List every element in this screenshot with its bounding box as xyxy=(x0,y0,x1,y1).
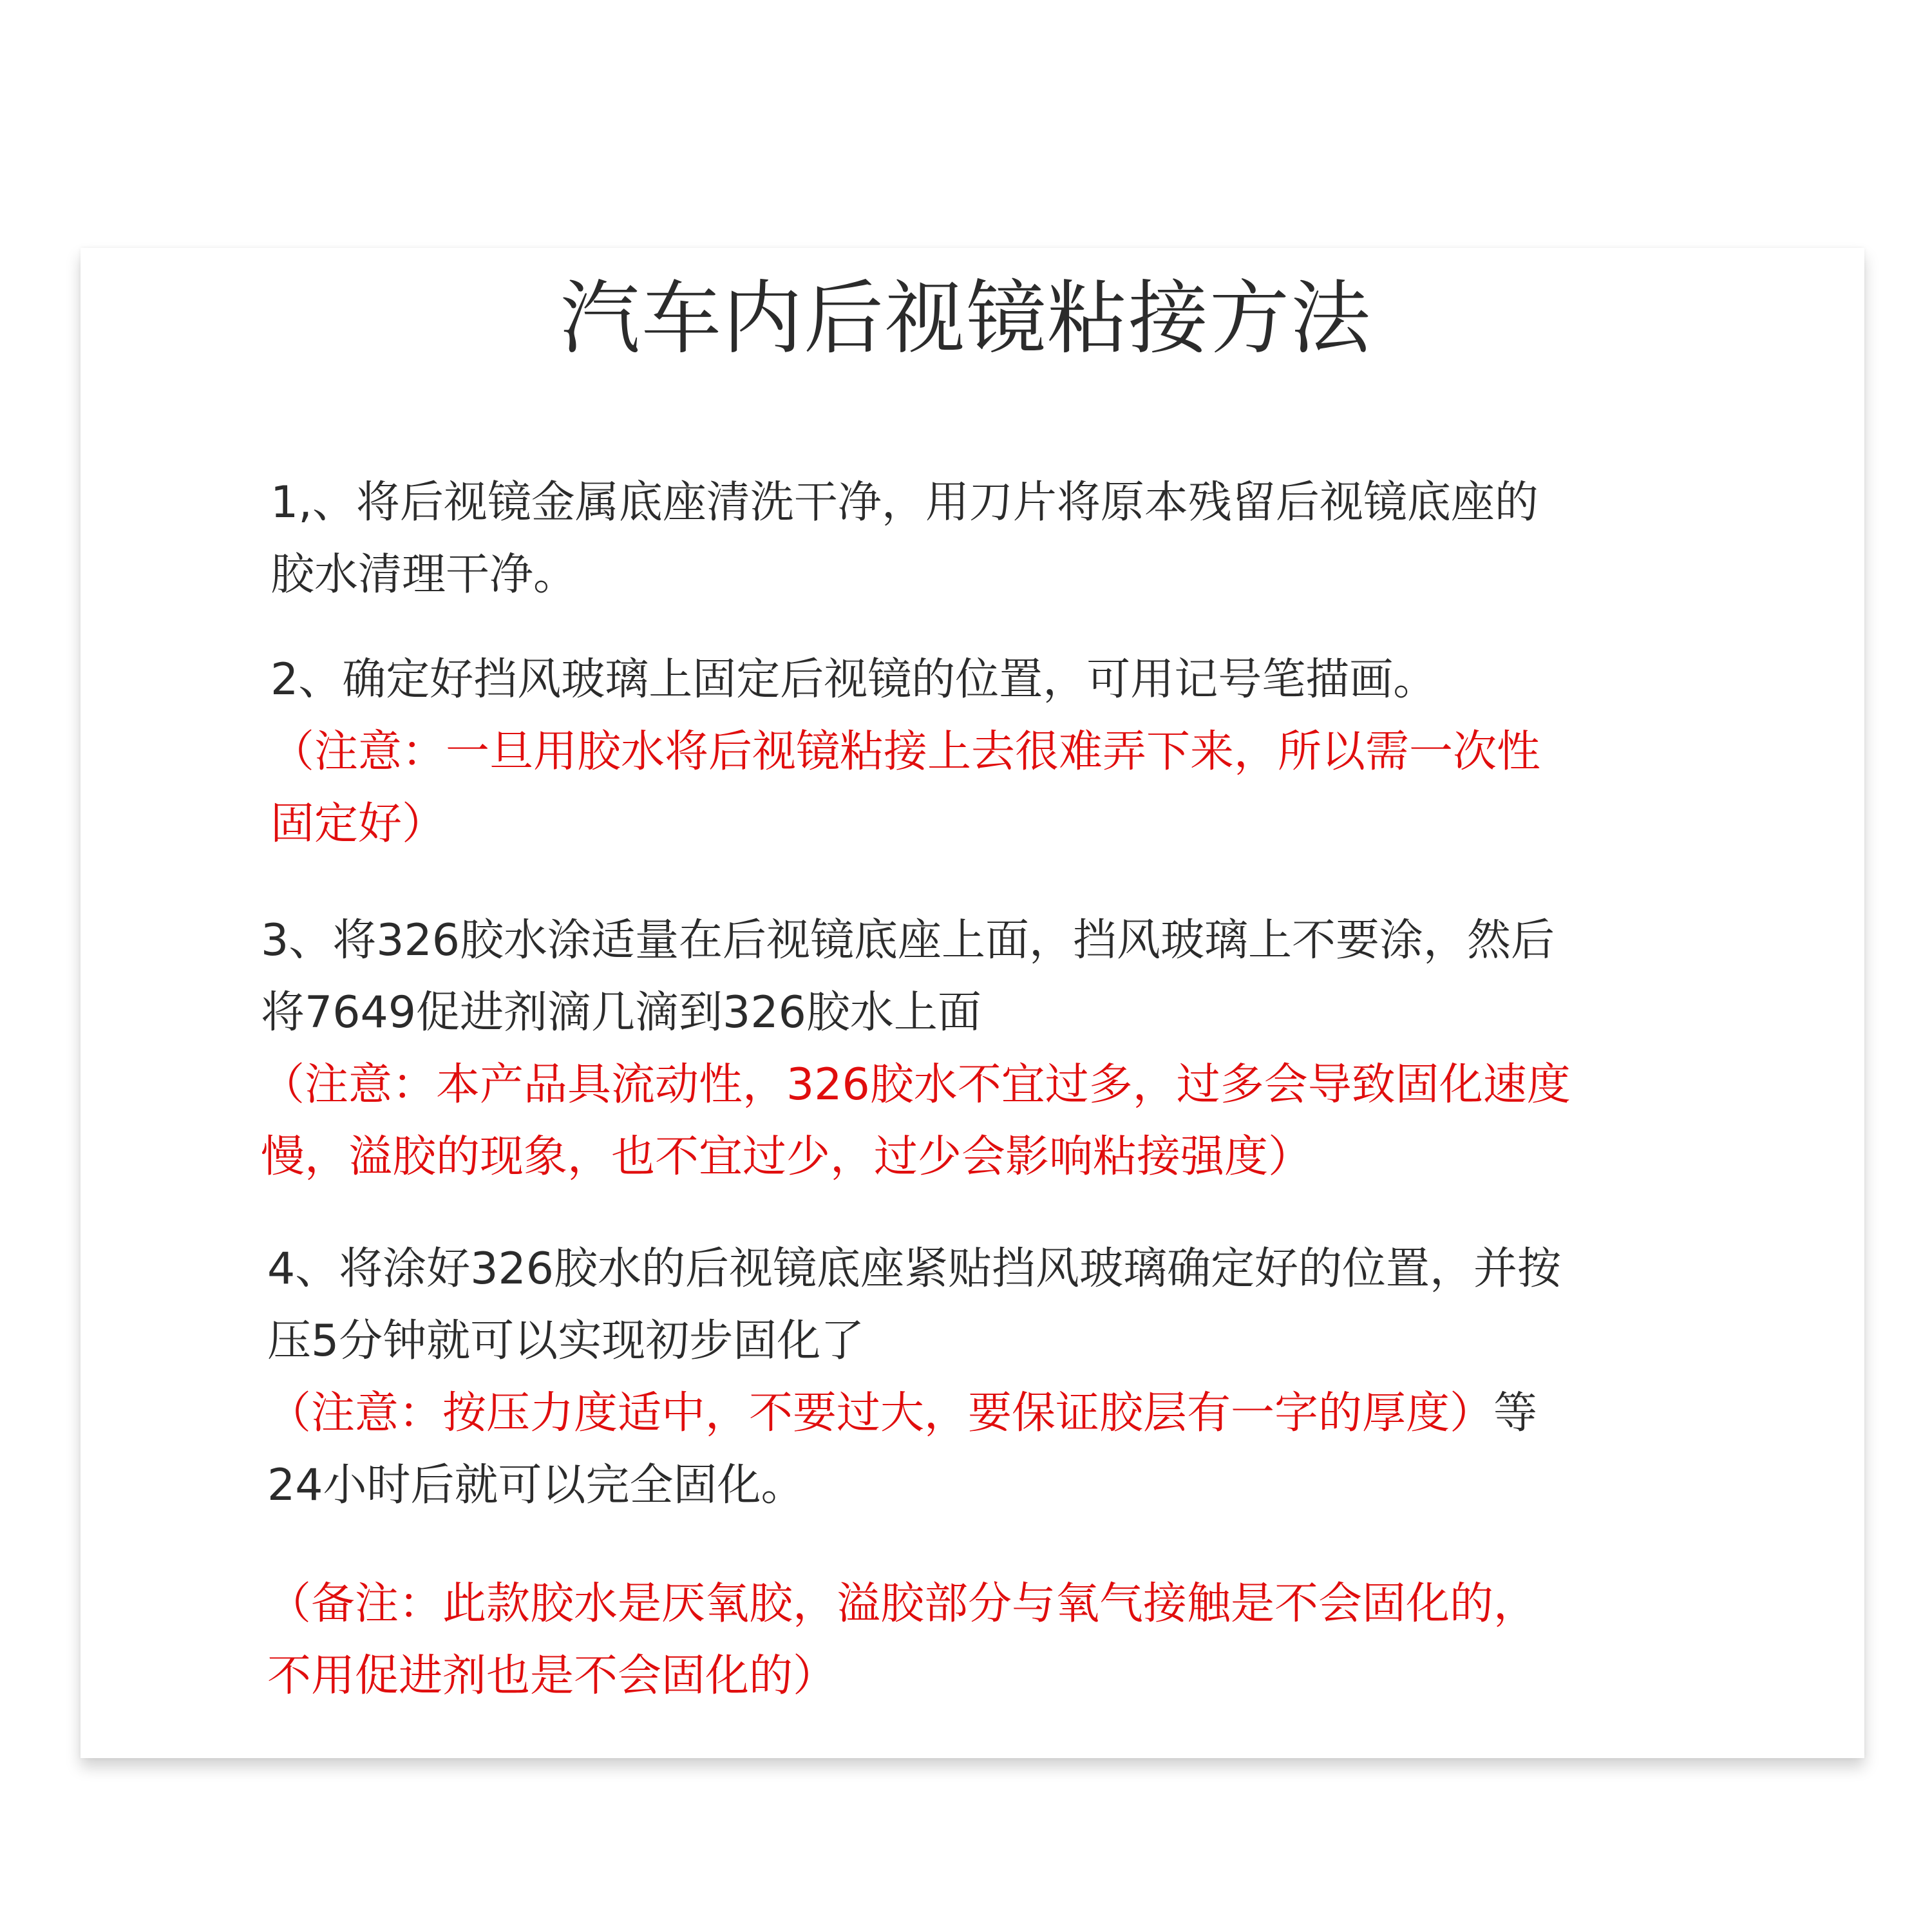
step-2 xyxy=(270,644,1540,860)
step-4-line-1: 4、将涂好326胶水的后视镜底座紧贴挡风玻璃确定好的位置，并按 xyxy=(267,1244,1562,1294)
step-2-note-line-2: 固定好） xyxy=(270,799,446,849)
remark-line-2: 不用促进剂也是不会固化的） xyxy=(267,1651,837,1701)
step-3-note-line-2: 慢，溢胶的现象，也不宜过少，过少会影响粘接强度） xyxy=(261,1132,1312,1182)
remark xyxy=(267,1568,1537,1712)
step-2-note-line-1: （注意：一旦用胶水将后视镜粘接上去很难弄下来，所以需一次性 xyxy=(270,726,1541,777)
step-3-line-1: 3、将326胶水涂适量在后视镜底座上面，挡风玻璃上不要涂，然后 xyxy=(261,915,1555,966)
remark-line-1: （备注：此款胶水是厌氧胶，溢胶部分与氧气接触是不会固化的， xyxy=(267,1578,1538,1629)
step-1 xyxy=(270,467,1539,611)
step-4 xyxy=(267,1233,1561,1522)
step-4-line-2: 压5分钟就可以实现初步固化了 xyxy=(267,1316,865,1367)
step-4-note: （注意：按压力度适中，不要过大，要保证胶层有一字的厚度） xyxy=(267,1388,1494,1439)
step-1-line-2: 胶水清理干净。 xyxy=(270,549,578,600)
step-2-line-1: 2、确定好挡风玻璃上固定后视镜的位置，可用记号笔描画。 xyxy=(270,654,1437,705)
step-3-line-2: 将7649促进剂滴几滴到326胶水上面 xyxy=(261,987,981,1038)
step-1-line-1: 1,、将后视镜金属底座清洗干净，用刀片将原本残留后视镜底座的 xyxy=(270,477,1539,528)
step-4-after-note: 等 xyxy=(1493,1388,1538,1439)
step-3 xyxy=(261,905,1571,1193)
page-title: 汽车内后视镜粘接方法 xyxy=(560,272,1372,365)
step-4-last-line: 24小时后就可以完全固化。 xyxy=(267,1460,805,1511)
step-4-note-line xyxy=(267,1378,1561,1450)
step-3-note-line-1: （注意：本产品具流动性，326胶水不宜过多，过多会导致固化速度 xyxy=(261,1059,1571,1110)
